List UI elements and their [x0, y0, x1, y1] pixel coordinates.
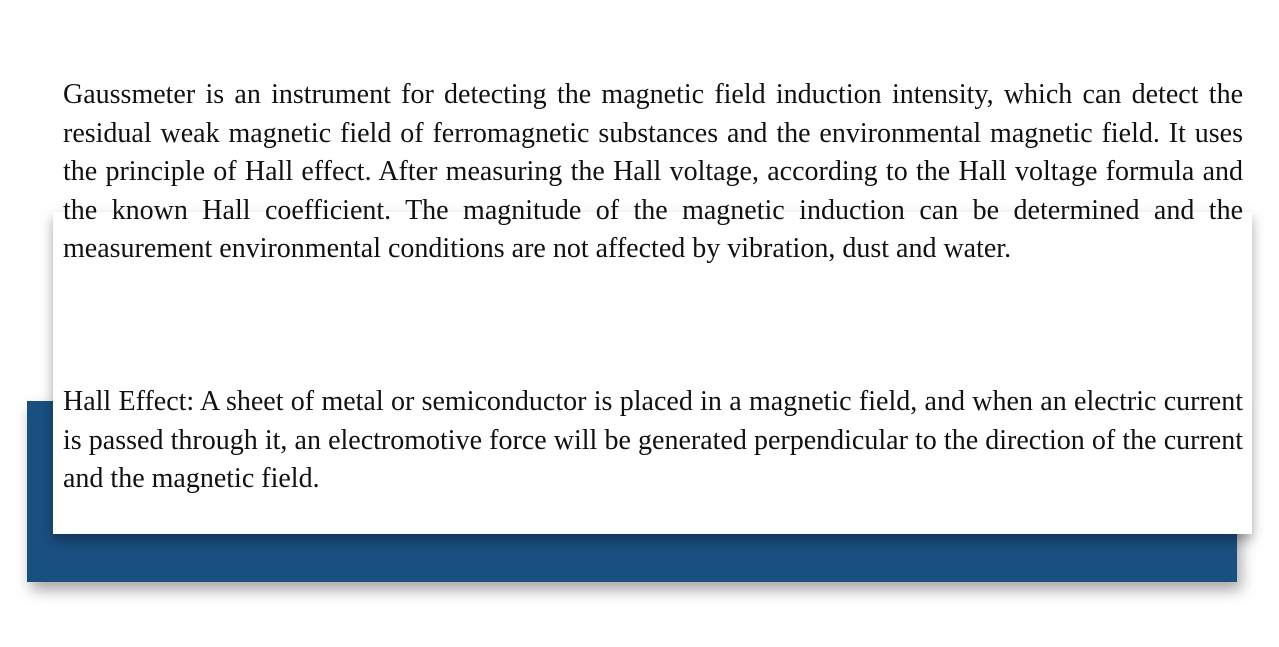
hall-effect-paragraph: Hall Effect: A sheet of metal or semiconductor is placed in a magnetic field, and when an electric current is passed through it, an electromotive force will be generated perpendicular to the direction of the current and the magnetic field.	[63, 386, 1243, 494]
gaussmeter-paragraph: Gaussmeter is an instrument for detecting the magnetic field induction intensity, which can detect the residual weak magnetic field of ferromagnetic substances and the environmental magnetic field. It uses the principle of Hall effect. After measuring the Hall voltage, according to the Hall voltage formula and the known Hall coefficient. The magnitude of the magnetic induction can be determined and the measurement environmental conditions are not affected by vibration, dust and water.	[63, 79, 1243, 264]
